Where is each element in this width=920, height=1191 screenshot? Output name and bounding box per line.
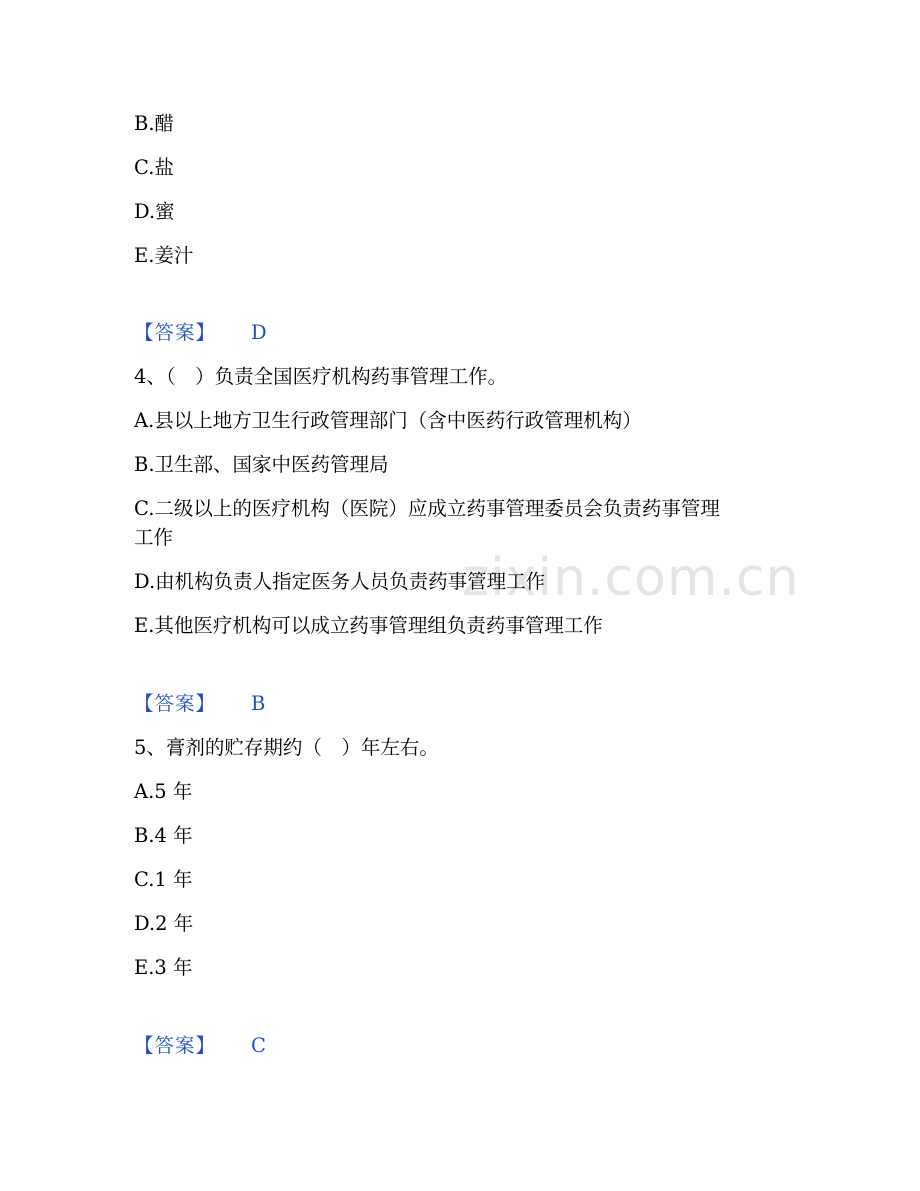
watermark: zixin.com.cn <box>462 548 800 608</box>
q5-stem: 5、膏剂的贮存期约（ ）年左右。 <box>134 736 439 759</box>
q4-option-c-line2: 工作 <box>134 526 174 549</box>
q4-option-c-line1: C.二级以上的医疗机构（医院）应成立药事管理委员会负责药事管理 <box>134 497 720 520</box>
q4-stem: 4、（ ）负责全国医疗机构药事管理工作。 <box>134 365 508 388</box>
q5-option-e: E.3 年 <box>134 956 193 979</box>
q4-option-e: E.其他医疗机构可以成立药事管理组负责药事管理工作 <box>134 614 603 637</box>
q5-option-a: A.5 年 <box>134 780 193 803</box>
q5-option-d: D.2 年 <box>134 912 194 935</box>
q5-answer <box>134 1032 266 1060</box>
q4-option-b: B.卫生部、国家中医药管理局 <box>134 453 389 476</box>
q4-option-a: A.县以上地方卫生行政管理部门（含中医药行政管理机构） <box>134 409 642 432</box>
q4-option-d: D.由机构负责人指定医务人员负责药事管理工作 <box>134 570 546 593</box>
q3-answer <box>134 319 267 347</box>
q3-option-d: D.蜜 <box>134 200 175 223</box>
q3-option-b: B.醋 <box>134 112 175 135</box>
answer-label: 【答案】 <box>134 1034 217 1057</box>
q3-option-e: E.姜汁 <box>134 244 194 267</box>
answer-label: 【答案】 <box>134 321 217 344</box>
q5-option-c: C.1 年 <box>134 868 193 891</box>
answer-value: B <box>251 692 266 715</box>
q3-option-c: C.盐 <box>134 156 174 179</box>
q5-option-b: B.4 年 <box>134 824 193 847</box>
answer-value: D <box>251 321 267 344</box>
answer-label: 【答案】 <box>134 692 217 715</box>
q4-answer <box>134 690 266 718</box>
answer-value: C <box>251 1034 266 1057</box>
